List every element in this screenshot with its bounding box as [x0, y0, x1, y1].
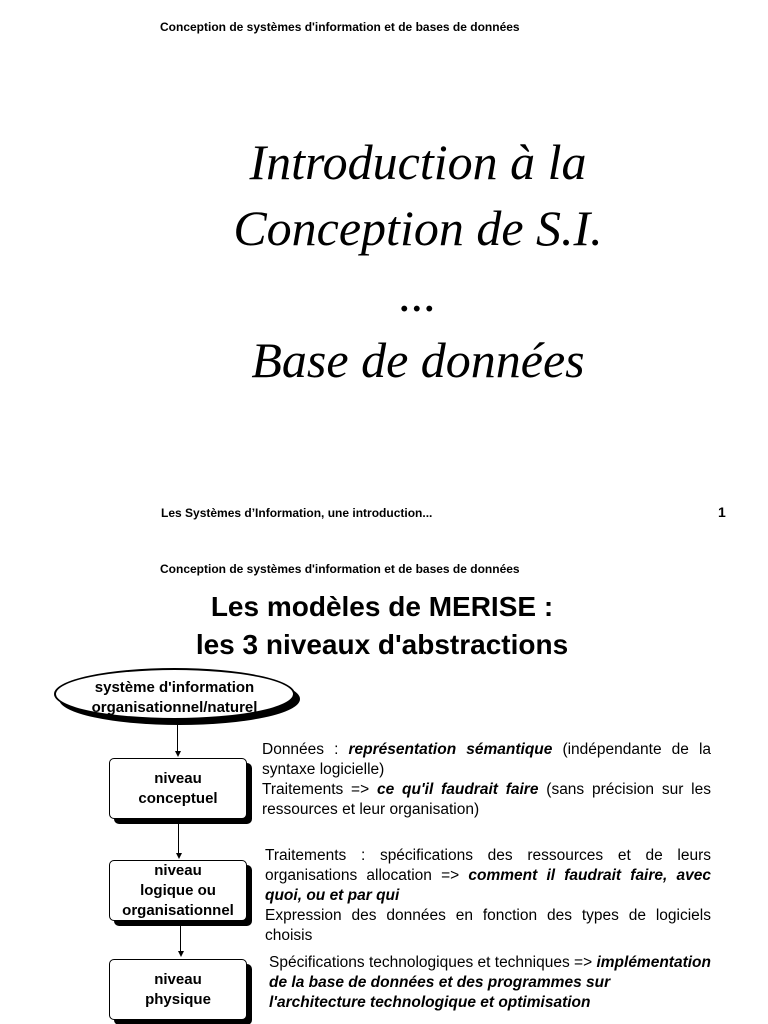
donnees-rest: (indépendante de la syntaxe logicielle)	[262, 741, 712, 778]
slide2-title-line-1: Les modèles de MERISE :	[210, 591, 554, 622]
conceptuel-donnees	[262, 740, 711, 780]
box-niveau-conceptuel	[109, 758, 247, 819]
slide1-footer: Les Systèmes d’Information, une introduction...	[161, 506, 433, 520]
connector-line-2	[178, 824, 179, 854]
logique-traitements-label: Traitements : spécifications des ressources et de leurs organisations allocation =>	[265, 847, 711, 884]
box-conceptuel-line-1: niveau	[154, 769, 202, 787]
donnees-emphasis: représentation sémantique	[348, 741, 553, 758]
logique-description	[265, 846, 711, 946]
slide1-title-line-4: Base de données	[251, 332, 585, 388]
slide1-header: Conception de systèmes d'information et de bases de données	[160, 20, 520, 34]
box-logique-line-2: logique ou	[140, 881, 216, 899]
logique-traitements	[265, 846, 711, 906]
si-ellipse-label	[54, 678, 295, 718]
logique-traitements-emphasis: comment il faudrait faire, avec quoi, ou et par qui	[265, 867, 711, 904]
arrow-down-icon	[175, 751, 181, 757]
arrow-down-icon	[176, 853, 182, 859]
conceptuel-traitements	[262, 780, 711, 820]
box-physique-line-2: physique	[145, 990, 211, 1008]
box-logique-line-1: niveau	[154, 861, 202, 879]
physique-label: Spécifications technologiques et techniques =>	[269, 954, 597, 971]
box-niveau-logique	[109, 860, 247, 921]
traitements-rest: (sans précision sur les ressources et leur organisation)	[262, 781, 711, 818]
si-ellipse-line-2: organisationnel/naturel	[91, 699, 258, 716]
box-physique-line-1: niveau	[154, 970, 202, 988]
slide1-title-line-1: Introduction à la	[249, 134, 587, 190]
conceptuel-description	[262, 740, 711, 820]
slide1-title-line-2: Conception de S.I.	[233, 200, 603, 256]
logique-expression: Expression des données en fonction des types de logiciels choisis	[265, 907, 711, 944]
page-number: 1	[718, 504, 726, 520]
si-ellipse-line-1: système d'information	[94, 679, 255, 696]
box-niveau-physique	[109, 959, 247, 1020]
slide2-title-line-2: les 3 niveaux d'abstractions	[195, 629, 569, 660]
traitements-label: Traitements =>	[262, 781, 377, 798]
arrow-down-icon	[178, 951, 184, 957]
physique-description	[269, 953, 711, 1013]
slide2-header: Conception de systèmes d'information et de bases de données	[160, 562, 520, 576]
traitements-emphasis: ce qu'il faudrait faire	[376, 781, 539, 798]
donnees-label: Données :	[262, 741, 349, 758]
slide1-title-line-3: ...	[399, 266, 437, 322]
connector-line-3	[180, 926, 181, 952]
box-conceptuel-line-2: conceptuel	[138, 789, 218, 807]
physique-emphasis: implémentation de la base de données et des programmes sur l'architecture technologique et optimisation	[269, 954, 711, 1011]
box-logique-line-3: organisationnel	[122, 901, 234, 919]
connector-line-1	[177, 722, 178, 752]
